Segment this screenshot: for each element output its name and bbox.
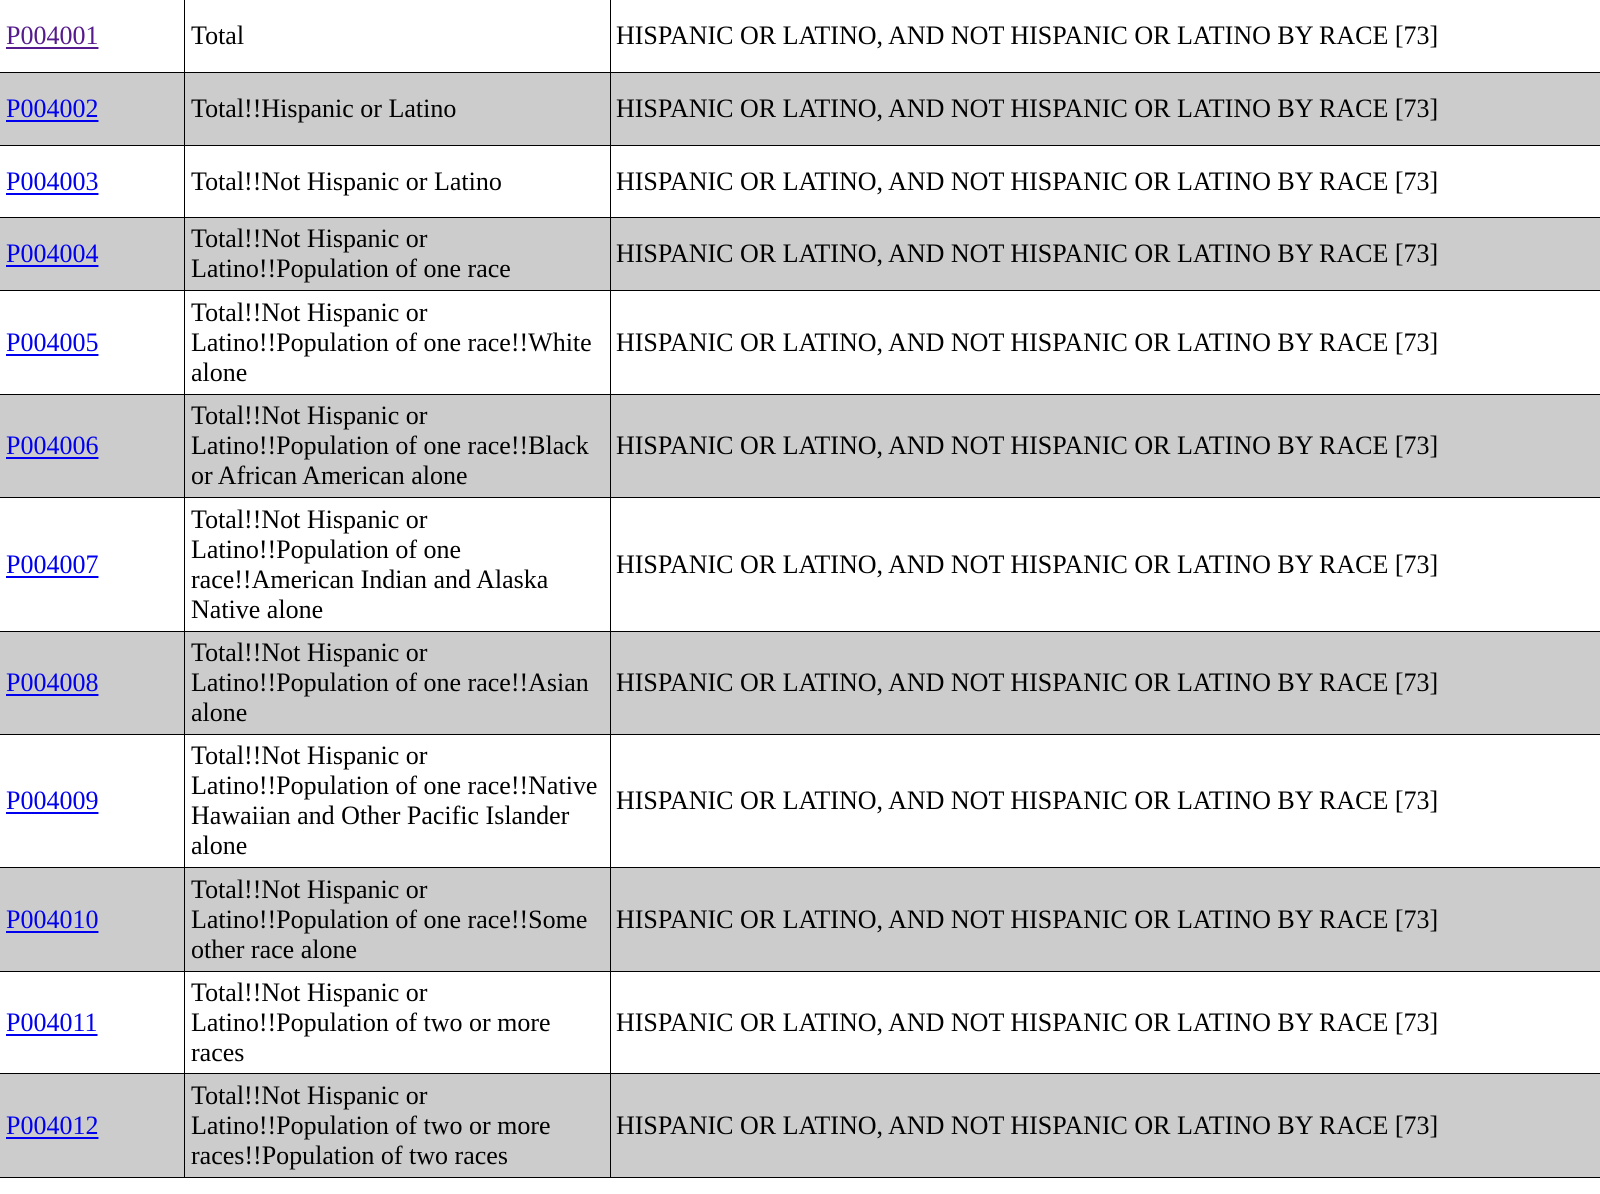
variable-name-cell [0, 1074, 185, 1178]
variable-name-link[interactable]: P004009 [6, 786, 99, 815]
variable-label-cell: Total!!Not Hispanic or Latino!!Population of two or more races!!Population of two races [185, 1074, 611, 1178]
variable-name-cell [0, 632, 185, 735]
variable-concept-cell: HISPANIC OR LATINO, AND NOT HISPANIC OR LATINO BY RACE [73] [611, 73, 1600, 146]
variable-name-link[interactable]: P004005 [6, 327, 99, 357]
variable-name-cell [0, 146, 185, 218]
variable-label-cell: Total!!Not Hispanic or Latino!!Population of one race!!White alone [185, 291, 611, 395]
table-row [0, 735, 1600, 868]
variable-name-link[interactable]: P004001 [6, 21, 99, 50]
variable-name-cell [0, 868, 185, 972]
variable-name-cell [0, 291, 185, 395]
variable-name-link[interactable]: P004008 [6, 668, 99, 697]
variable-label-cell: Total!!Hispanic or Latino [185, 73, 611, 146]
variable-concept-cell: HISPANIC OR LATINO, AND NOT HISPANIC OR LATINO BY RACE [73] [611, 146, 1600, 218]
variable-concept-cell: HISPANIC OR LATINO, AND NOT HISPANIC OR LATINO BY RACE [73] [611, 972, 1600, 1074]
variable-name-cell [0, 972, 185, 1074]
variable-name-link[interactable]: P004003 [6, 166, 99, 196]
variable-concept-cell: HISPANIC OR LATINO, AND NOT HISPANIC OR LATINO BY RACE [73] [611, 735, 1600, 868]
table-row [0, 146, 1600, 218]
variable-label-cell: Total!!Not Hispanic or Latino!!Population of two or more races [185, 972, 611, 1074]
variable-name-link[interactable]: P004010 [6, 904, 99, 934]
variable-concept-cell: HISPANIC OR LATINO, AND NOT HISPANIC OR LATINO BY RACE [73] [611, 498, 1600, 632]
variable-name-cell [0, 218, 185, 291]
table-row [0, 632, 1600, 735]
table-row [0, 0, 1600, 73]
variable-name-cell [0, 735, 185, 868]
variable-concept-cell: HISPANIC OR LATINO, AND NOT HISPANIC OR LATINO BY RACE [73] [611, 0, 1600, 73]
variable-concept-cell: HISPANIC OR LATINO, AND NOT HISPANIC OR LATINO BY RACE [73] [611, 291, 1600, 395]
table-row [0, 498, 1600, 632]
table-row [0, 291, 1600, 395]
variable-name-link[interactable]: P004002 [6, 94, 99, 123]
variable-name-link[interactable]: P004007 [6, 549, 99, 579]
variable-label-cell: Total [185, 0, 611, 73]
variable-label-cell: Total!!Not Hispanic or Latino!!Population of one race!!Native Hawaiian and Other Pacific Islander alone [185, 735, 611, 868]
table-row [0, 868, 1600, 972]
variable-name-link[interactable]: P004012 [6, 1110, 99, 1140]
table-row [0, 1074, 1600, 1178]
variable-name-cell [0, 498, 185, 632]
variable-concept-cell: HISPANIC OR LATINO, AND NOT HISPANIC OR LATINO BY RACE [73] [611, 632, 1600, 735]
variable-label-cell: Total!!Not Hispanic or Latino!!Population of one race!!Asian alone [185, 632, 611, 735]
variable-label-cell: Total!!Not Hispanic or Latino!!Population of one race!!Some other race alone [185, 868, 611, 972]
table-row [0, 73, 1600, 146]
variable-concept-cell: HISPANIC OR LATINO, AND NOT HISPANIC OR LATINO BY RACE [73] [611, 218, 1600, 291]
variable-concept-cell: HISPANIC OR LATINO, AND NOT HISPANIC OR LATINO BY RACE [73] [611, 1074, 1600, 1178]
variable-label-cell: Total!!Not Hispanic or Latino!!Population of one race!!Black or African American alone [185, 395, 611, 498]
variable-name-link[interactable]: P004011 [6, 1007, 98, 1037]
table-row [0, 972, 1600, 1074]
variable-name-link[interactable]: P004006 [6, 431, 99, 460]
variable-concept-cell: HISPANIC OR LATINO, AND NOT HISPANIC OR LATINO BY RACE [73] [611, 395, 1600, 498]
table-row [0, 218, 1600, 291]
variable-name-cell [0, 0, 185, 73]
variable-name-cell [0, 395, 185, 498]
variable-label-cell: Total!!Not Hispanic or Latino!!Population of one race [185, 218, 611, 291]
table-row [0, 395, 1600, 498]
variable-name-cell [0, 73, 185, 146]
variable-label-cell: Total!!Not Hispanic or Latino [185, 146, 611, 218]
variable-concept-cell: HISPANIC OR LATINO, AND NOT HISPANIC OR LATINO BY RACE [73] [611, 868, 1600, 972]
variable-name-link[interactable]: P004004 [6, 239, 99, 268]
variable-label-cell: Total!!Not Hispanic or Latino!!Population of one race!!American Indian and Alaska Native alone [185, 498, 611, 632]
